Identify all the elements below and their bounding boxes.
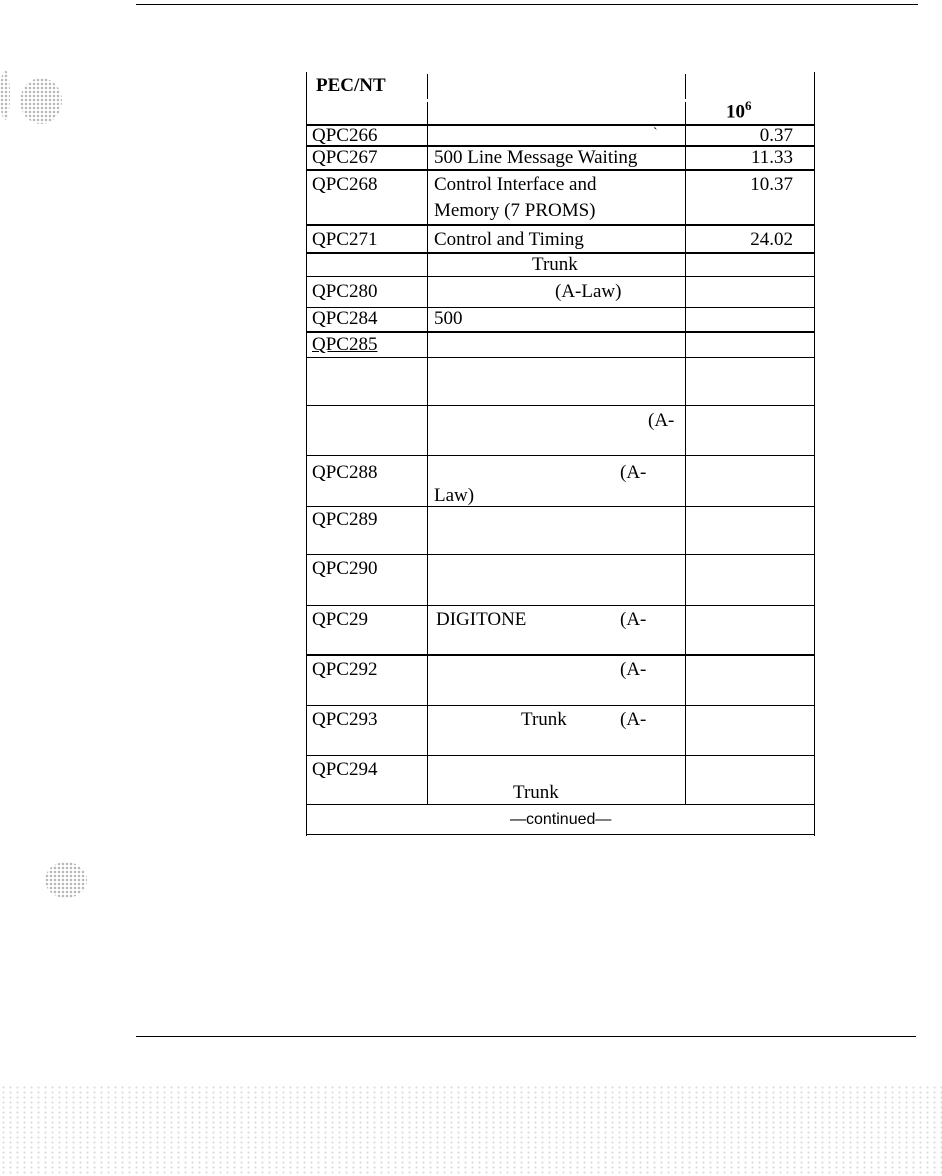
bottom-rule bbox=[136, 1036, 916, 1037]
description: Control and Timing bbox=[434, 229, 584, 250]
pec-code: QPC266 bbox=[312, 125, 378, 146]
description: (A- bbox=[620, 462, 647, 483]
description-suffix: (A- bbox=[620, 609, 647, 630]
failure-rate: 24.02 bbox=[750, 229, 793, 250]
description: DIGITONE bbox=[436, 609, 527, 630]
continued-label: —continued— bbox=[510, 811, 612, 828]
pec-code: QPC289 bbox=[312, 509, 378, 530]
pec-code: QPC293 bbox=[312, 709, 378, 730]
pec-code: QPC284 bbox=[312, 308, 378, 329]
header-unit: $10^6$ bbox=[726, 98, 752, 123]
top-rule bbox=[136, 4, 918, 5]
pec-code: QPC29 bbox=[312, 609, 368, 630]
description-suffix: (A- bbox=[620, 709, 647, 730]
pec-code: QPC292 bbox=[312, 659, 378, 680]
pec-code: QPC280 bbox=[312, 281, 378, 302]
scan-speck bbox=[45, 862, 87, 898]
scan-speck bbox=[20, 78, 62, 124]
part-table bbox=[306, 72, 815, 836]
pec-code: QPC294 bbox=[312, 759, 378, 780]
pec-code: QPC285 bbox=[312, 334, 378, 355]
description: 500 bbox=[434, 308, 463, 329]
pec-code: QPC288 bbox=[312, 462, 378, 483]
description: Control Interface and bbox=[434, 174, 597, 195]
header-pec: PEC/NT bbox=[316, 75, 386, 96]
pec-code: QPC267 bbox=[312, 147, 378, 168]
description: (A-Law) bbox=[555, 281, 622, 302]
description: 500 Line Message Waiting bbox=[434, 147, 638, 168]
description: Trunk bbox=[521, 709, 567, 730]
description-line2: Trunk bbox=[513, 782, 559, 803]
description: (A- bbox=[620, 659, 647, 680]
pec-code: QPC268 bbox=[312, 174, 378, 195]
failure-rate: 11.33 bbox=[750, 147, 793, 168]
pec-code: QPC271 bbox=[312, 229, 378, 250]
pec-code: QPC290 bbox=[312, 558, 378, 579]
scan-mark: ` bbox=[653, 126, 658, 141]
scan-speck bbox=[0, 70, 10, 120]
description: (A- bbox=[648, 410, 675, 431]
description-line2: Law) bbox=[434, 485, 475, 506]
failure-rate: 10.37 bbox=[750, 174, 793, 195]
failure-rate: 0.37 bbox=[759, 125, 793, 146]
description: Trunk bbox=[532, 254, 578, 275]
scan-grain bbox=[0, 1085, 942, 1176]
description-line2: Memory (7 PROMS) bbox=[434, 200, 596, 221]
